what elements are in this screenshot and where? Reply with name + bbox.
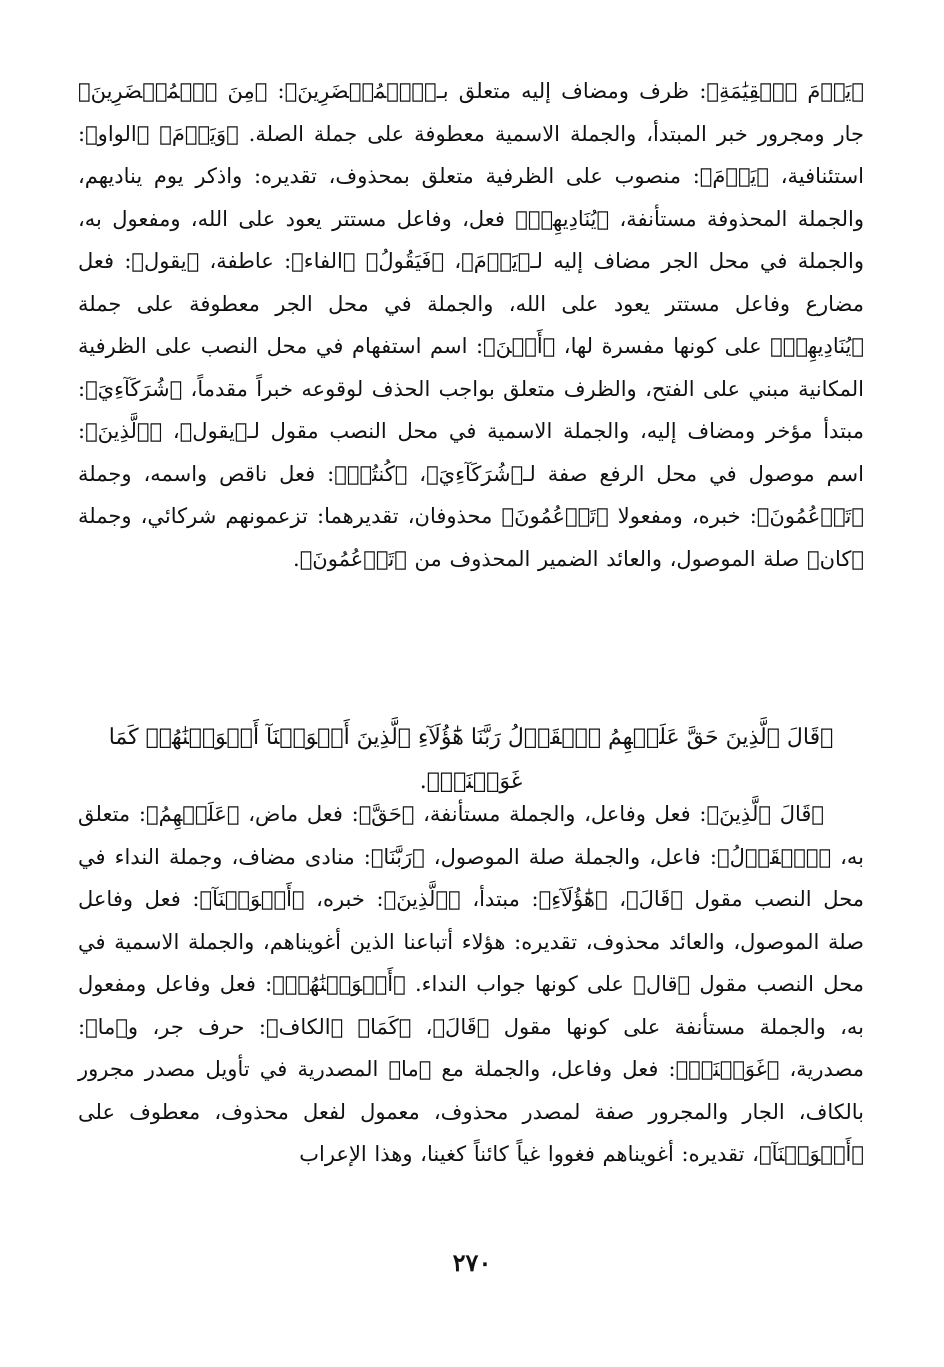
body-paragraph-2: ﴿قَالَ ٱلَّذِينَ﴾: فعل وفاعل، والجملة مستأنفة، ﴿حَقَّ﴾: فعل ماض، ﴿عَلَيۡهِمُ﴾: متعلق به، ﴿ٱلۡقَوۡلُ﴾: فاعل، والجملة صلة الموصول، ﴿رَبَّنَا﴾: منادى مضاف، وجملة النداء في محل النصب مقول ﴿قَالَ﴾، ﴿هَٰٓؤُلَآءِ﴾: مبتدأ، ﴿ٱلَّذِينَ﴾: خبره، ﴿أَغۡوَيۡنَآ﴾: فعل وفاعل صلة الموصول، والعائد محذوف، تقديره: هؤلاء أتباعنا الذين أغويناهم، والجملة الاسمية في محل النصب مقول ﴿قال﴾ على كونها جواب النداء. ﴿أَغۡوَيۡنَٰهُمۡ﴾: فعل وفاعل ومفعول به، والجملة مستأنفة على كونها مقول ﴿قَالَ﴾، ﴿كَمَا﴾ ﴿الكاف﴾: حرف جر، و﴿ما﴾: مصدرية، ﴿غَوَيۡنَاۖ﴾: فعل وفاعل، والجملة مع ﴿ما﴾ المصدرية في تأويل مصدر مجرور بالكاف، الجار والمجرور صفة لمصدر محذوف، معمول لفعل محذوف، معطوف على ﴿أَغۡوَيۡنَآ﴾، تقديره: أغويناهم فغووا غياً كائناً كغينا، وهذا الإعراب — [78, 802, 864, 1166]
body-paragraph-1: ﴿يَوۡمَ ٱلۡقِيَٰمَةِ﴾: ظرف ومضاف إليه متعلق بـ﴿ٱلۡمُحۡضَرِينَ﴾: ﴿مِنَ ٱلۡمُحۡضَرِينَ﴾ جار ومجرور خبر المبتدأ، والجملة الاسمية معطوفة على جملة الصلة. ﴿وَيَوۡمَ﴾ ﴿الواو﴾: استئنافية، ﴿يَوۡمَ﴾: منصوب على الظرفية متعلق بمحذوف، تقديره: واذكر يوم يناديهم، والجملة المحذوفة مستأنفة، ﴿يُنَادِيهِمۡ﴾ فعل، وفاعل مستتر يعود على الله، ومفعول به، والجملة في محل الجر مضاف إليه لـ﴿يَوۡمَ﴾، ﴿فَيَقُولُ﴾ ﴿الفاء﴾: عاطفة، ﴿يقول﴾: فعل مضارع وفاعل مستتر يعود على الله، والجملة في محل الجر معطوفة على جملة ﴿يُنَادِيهِمۡ﴾ على كونها مفسرة لها، ﴿أَيۡنَ﴾: اسم استفهام في محل النصب على الظرفية المكانية مبني على الفتح، والظرف متعلق بواجب الحذف لوقوعه خبراً مقدماً، ﴿شُرَكَآءِيَ﴾: مبتدأ مؤخر ومضاف إليه، والجملة الاسمية في محل النصب مقول لـ﴿يقول﴾، ﴿ٱلَّذِينَ﴾: اسم موصول في محل الرفع صفة لـ﴿شُرَكَآءِيَ﴾، ﴿كُنتُمۡ﴾: فعل ناقص واسمه، وجملة ﴿تَزۡعُمُونَ﴾: خبره، ومفعولا ﴿تَزۡعُمُونَ﴾ محذوفان، تقديرهما: تزعمونهم شركائي، وجملة ﴿كان﴾ صلة الموصول، والعائد الضمير المحذوف من ﴿تَزۡعُمُونَ﴾. — [78, 79, 864, 571]
page-number: ٢٧٠ — [452, 1248, 492, 1277]
quran-verse: ﴿قَالَ ٱلَّذِينَ حَقَّ عَلَيۡهِمُ ٱلۡقَوۡلُ رَبَّنَا هَٰٓؤُلَآءِ ٱلَّذِينَ أَغۡوَيۡنَآ أَغۡوَيۡنَٰهُمۡ كَمَا غَوَيۡنَاۖ﴾. — [108, 725, 834, 794]
